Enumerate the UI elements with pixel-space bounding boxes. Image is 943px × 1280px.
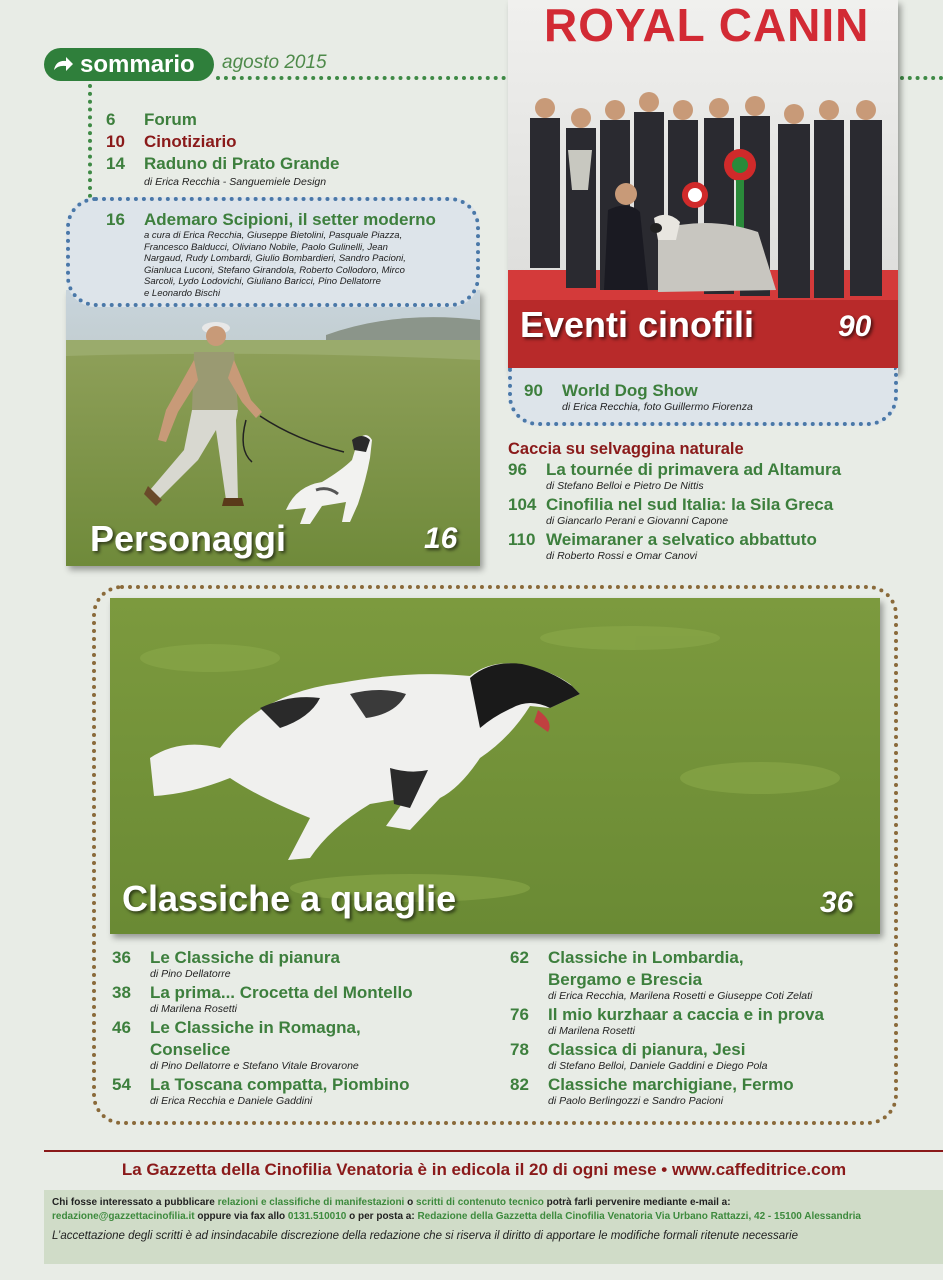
footer-line-1: Chi fosse interessato a pubblicare relazioni e classifiche di manifestazioni o scritti di contenuto tecnico potrà farli pervenire mediante e-mail a: <box>52 1197 731 1208</box>
photo-personaggi <box>66 290 480 566</box>
photo-title: Eventi cinofili <box>520 304 755 345</box>
footer-note: L’accettazione degli scritti è ad insindacabile discrezione della redazione che si riserva il diritto di apportare le modifiche formali ritenute necessarie <box>52 1230 798 1242</box>
section-heading: Caccia su selvaggina naturale <box>508 440 744 458</box>
photo-title: Personaggi <box>90 518 287 559</box>
toc-item[interactable]: 38 La prima... Crocetta del Montello <box>112 983 413 1002</box>
toc-caccia: Caccia su selvaggina naturale 96 La tournée di primavera ad Altamura di Stefano Belloi e Pietro De Nittis 104 Cinofilia nel sud Italia: la Sila Greca di Giancarlo Perani e Giovanni Capone 110 Weimaraner a selvatico abbattuto di Roberto Rossi e Omar Canovi <box>508 438 928 563</box>
arrow-icon <box>52 54 74 76</box>
brand-logo: ROYAL CANIN <box>544 0 870 51</box>
toc-classiche-right: 62 Classiche in Lombardia, Bergamo e Brescia di Erica Recchia, Marilena Rosetti e Giuseppe Coti Zelati 76 Il mio kurzhaar a caccia e in prova di Marilena Rosetti 78 Classica di pianura, Jesi di Stefano Belloi, Daniele Gaddini e Diego Pola 82 Classiche marchigiane, Fermo di Paolo Berlingozzi e Sandro Pacioni <box>510 948 890 1108</box>
feature-authors: a cura di Erica Recchia, Giuseppe Bietolini, Pasquale Piazza, Francesco Balducci, Oliviano Nobile, Paolo Gulinelli, Jean Nargaud, Rudy Lombardi, Giulio Bombardieri, Sandro Pacioni, Gianluca Luconi, Stefano Girandola, Roberto Collodoro, Mirco Sarcoli, Lydo Lodovichi, Giuliano Baricci, Pino Dellatorre e Leonardo Bischi <box>144 230 406 299</box>
toc-item[interactable]: 78 Classica di pianura, Jesi <box>510 1040 746 1059</box>
issue-date: agosto 2015 <box>222 52 327 73</box>
toc-item[interactable]: 14 Raduno di Prato Grande <box>106 154 340 173</box>
toc-classiche-left: 36 Le Classiche di pianura di Pino Dellatorre 38 La prima... Crocetta del Montello di Marilena Rosetti 46 Le Classiche in Romagna, Conselice di Pino Dellatorre e Stefano Vitale Brovarone 54 La Toscana compatta, Piombino di Erica Recchia e Daniele Gaddini <box>112 948 502 1108</box>
photo-eventi <box>508 0 898 372</box>
toc-feature[interactable]: 16 Ademaro Scipioni, il setter moderno a cura di Erica Recchia, Giuseppe Bietolini, Pasquale Piazza, Francesco Balducci, Oliviano Nobile, Paolo Gulinelli, Jean Nargaud, Rudy Lombardi, Giulio Bombardieri, Sandro Pacioni, Gianluca Luconi, Stefano Girandola, Roberto Collodoro, Mirco Sarcoli, Lydo Lodovichi, Giuliano Baricci, Pino Dellatorre e Leonardo Bischi <box>106 210 476 299</box>
footer-line-2: redazione@gazzettacinofilia.it oppure via fax allo 0131.510010 o per posta a: Redazione della Gazzetta della Cinofilia Venatoria Via Urbano Rattazzi, 42 - 15100 Alessandria <box>52 1211 861 1222</box>
toc-feature[interactable]: 90 World Dog Show di Erica Recchia, foto Guillermo Fiorenza <box>524 381 753 413</box>
divider <box>88 84 92 198</box>
toc-item[interactable]: 110 Weimaraner a selvatico abbattuto <box>508 530 817 549</box>
email-link[interactable]: redazione@gazzettacinofilia.it <box>52 1211 195 1222</box>
photo-page-number: 16 <box>424 522 458 555</box>
photo-page-number: 90 <box>838 310 872 343</box>
divider <box>216 76 506 80</box>
divider <box>900 76 943 80</box>
section-label-text: sommario <box>80 50 195 78</box>
toc-item[interactable]: 82 Classiche marchigiane, Fermo <box>510 1075 794 1094</box>
photo-page-number: 36 <box>820 886 854 919</box>
toc-item[interactable]: 36 Le Classiche di pianura <box>112 948 340 967</box>
toc-item[interactable]: 46 Le Classiche in Romagna, <box>112 1018 361 1037</box>
toc-item[interactable]: 10 Cinotiziario <box>106 132 237 151</box>
footer-info-box <box>44 1190 943 1264</box>
footer-divider <box>44 1150 943 1152</box>
toc-item[interactable]: 76 Il mio kurzhaar a caccia e in prova <box>510 1005 824 1024</box>
section-label <box>44 48 214 81</box>
toc-item[interactable]: 96 La tournée di primavera ad Altamura <box>508 460 842 479</box>
footer-headline: La Gazzetta della Cinofilia Venatoria è in edicola il 20 di ogni mese • www.caffeditrice.com <box>121 1160 847 1179</box>
toc-item[interactable]: 54 La Toscana compatta, Piombino <box>112 1075 410 1094</box>
toc-top: 6 Forum 10 Cinotiziario 14 Raduno di Prato Grande di Erica Recchia - Sanguemiele Design <box>106 110 486 189</box>
photo-classiche <box>110 598 880 934</box>
photo-title: Classiche a quaglie <box>122 878 457 919</box>
toc-item[interactable]: 62 Classiche in Lombardia, <box>510 948 744 967</box>
toc-item[interactable]: 104 Cinofilia nel sud Italia: la Sila Greca <box>508 495 834 514</box>
toc-item[interactable]: 6 Forum <box>106 110 197 129</box>
